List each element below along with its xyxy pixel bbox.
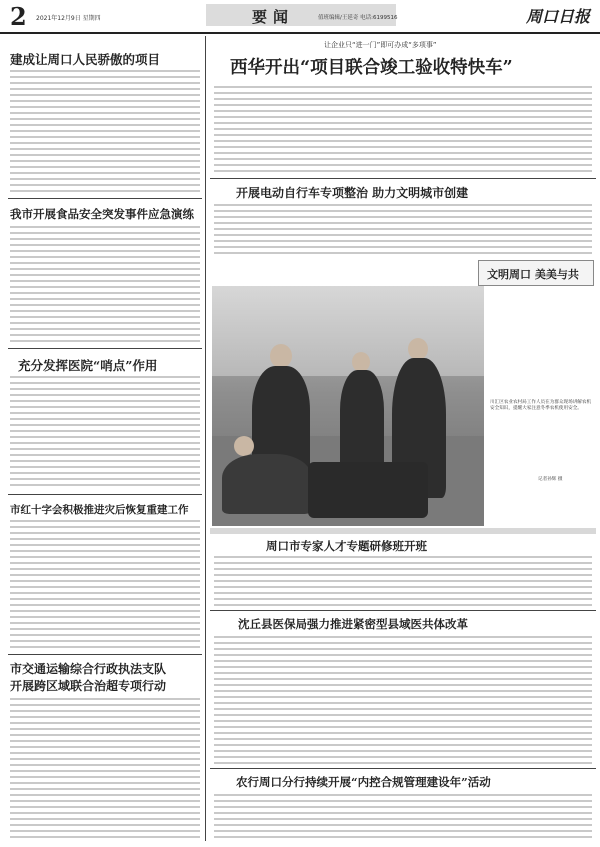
gray-band <box>210 528 596 534</box>
story-title: 市红十字会积极推进灾后恢复重建工作 <box>10 504 189 516</box>
column-divider <box>205 36 206 841</box>
person-head <box>352 352 370 372</box>
story-divider <box>8 198 202 199</box>
story-title-line1: 市交通运输综合行政执法支队 <box>10 662 167 676</box>
farm-machine <box>308 462 428 518</box>
news-photo <box>212 286 484 526</box>
photo-byline: 记者孙辉 摄 <box>538 477 563 482</box>
story-title: 我市开展食品安全突发事件应急演练 <box>10 207 194 221</box>
experts-body <box>214 556 592 606</box>
story-body <box>10 226 200 344</box>
person-head <box>270 344 292 368</box>
slogan-box <box>478 260 594 286</box>
story-divider <box>8 348 202 349</box>
bike-title: 开展电动自行车专项整治 助力文明城市创建 <box>236 186 469 200</box>
lead-kicker: 让企业只“进一门”即可办成“多项事” <box>324 41 437 49</box>
story-divider <box>210 768 596 769</box>
bank-body <box>214 794 592 842</box>
story-title: 充分发挥医院“哨点”作用 <box>18 358 158 373</box>
person-head <box>408 338 428 360</box>
medical-title: 沈丘县医保局强力推进紧密型县域医共体改革 <box>238 617 468 631</box>
story-body <box>10 376 200 490</box>
story-title-line2: 开展跨区域联合治超专项行动 <box>10 679 167 693</box>
section-name: 要闻 <box>252 8 295 26</box>
slogan-text: 文明周口 美美与共 <box>487 268 579 281</box>
person <box>340 370 384 470</box>
story-body <box>10 698 200 840</box>
medical-body <box>214 636 592 766</box>
experts-title: 周口市专家人才专题研修班开班 <box>266 539 427 553</box>
story-divider <box>8 494 202 495</box>
paper-name-logo: 周口日报 <box>525 7 590 26</box>
story-title: 建成让周口人民骄傲的项目 <box>10 52 161 67</box>
bank-title: 农行周口分行持续开展“内控合规管理建设年”活动 <box>236 775 491 789</box>
story-divider <box>210 610 596 611</box>
issue-date: 2021年12月9日 星期四 <box>36 15 101 22</box>
story-divider <box>210 178 596 179</box>
story-body <box>10 70 200 194</box>
person-head <box>234 436 254 456</box>
lead-title: 西华开出“项目联合竣工验收特快车” <box>230 58 513 78</box>
lead-body <box>214 86 592 172</box>
photo-sky <box>212 286 484 376</box>
page-number: 2 <box>10 2 27 31</box>
photo-caption: 川汇区农业农村局工作人员在为群众现场讲解农机安全知识，提醒大家注意冬季农机使用安全。 <box>490 400 592 412</box>
story-body <box>10 520 200 650</box>
person <box>222 454 312 514</box>
story-divider <box>8 654 202 655</box>
masthead <box>0 0 600 34</box>
editor-line: 值班编辑/王延奇 电话:6199516 <box>318 15 398 21</box>
bike-body <box>214 204 592 258</box>
